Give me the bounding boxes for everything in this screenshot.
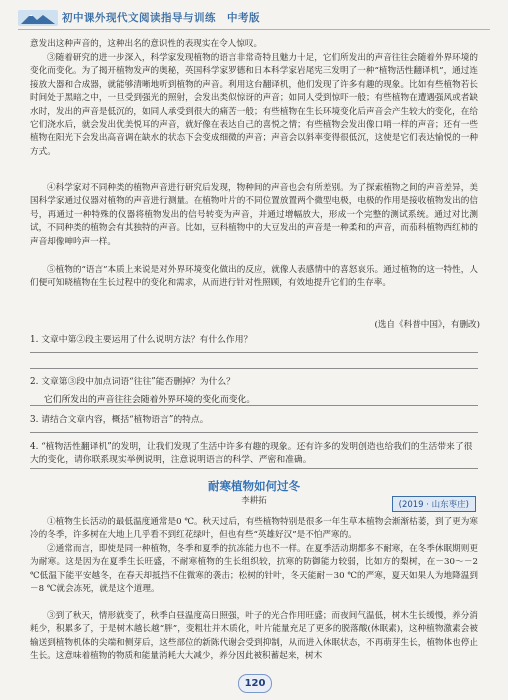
answer-line [30,405,478,406]
answer-line [30,368,478,369]
passage2-paragraph: ③到了秋天，情形就变了，秋季白昼温度高日照强，叶子的光合作用旺盛；而夜间气温低，树木生长缓慢，养分消耗少，积累多了，于是树木越长越“胖”，变粗壮并木质化，叶片能量充足了更多的脱落酸(休眠素)，这种植物激素会被输送到植物机体的尖端和侧芽后，这些部位的新陈代谢会受到抑制，从而进入休眠状态，不再萌芽生长，植物体也停止生长。这意味着植物的物质和能量消耗大大减少，养分因此被积蓄起来，树木 [30,611,478,662]
passage2-title: 耐寒植物如何过冬 [208,479,300,493]
page-number: 120 [244,678,266,689]
header-divider [18,29,490,30]
question-3: 3. 请结合文章内容，概括“植物语言”的特点。 [30,415,209,425]
answer-line [30,468,478,469]
running-header [18,8,490,30]
question-1: 1. 文章中第②段主要运用了什么说明方法？有什么作用？ [30,335,253,345]
exam-source-tag: (2019 · 山东枣庄) [392,496,476,512]
mountain-logo-icon [18,10,58,26]
passage1-paragraph: 意发出这种声音的，这种出名的意识性的表现实在令人惊叹。 [30,39,263,49]
page-number-badge [238,674,272,693]
answer-line [30,432,478,433]
answer-line [30,352,478,353]
handwritten-answer-2: 它们所发出的声音往往会随着外界环境的变化而变化。 [44,395,256,405]
question-2: 2. 文章第③段中加点词语“往往”能否删掉？为什么？ [30,377,235,387]
passage2-paragraph: ②通常而言，即使是同一种植物，冬季和夏季的抗冻能力也不一样。在夏季活动期都多不耐寒，在冬季休眠期则更为耐寒。这是因为在夏季生长旺盛，不耐寒植物的生长组织较，抗寒的防御能力较弱，比如方的梨树，在－30～－2 ℃低温下能平安越冬，在春天却抵挡不住微寒的袭击；松树的针叶，冬天能耐－30 ℃的严寒，夏天如果人为地降温到－8 ℃就会冻死，就是这个道理。 [30,544,478,595]
passage1-source: (选自《科普中国》，有删改) [374,320,480,330]
passage1-paragraph: ⑤植物的“语言”本质上来说是对外界环境变化做出的反应，就像人表感情中的喜怒哀乐。通过植物的这一特性，人们便可知晓植物在生长过程中的变化和需求，从而进行针对性照顾，有效地提升它们的生存率。 [30,265,478,289]
book-title: 初中课外现代文阅读指导与训练 中考版 [62,12,260,24]
question-4: 4. “植物活性翻译机”的发明，让我们发现了生活中许多有趣的现象。还有许多的发明创造也给我们的生活带来了很大的变化，请你联系现实举例说明，注意说明语言的科学、严密和准确。 [30,442,473,465]
passage2-paragraph: ①植物生长活动的最低温度通常是0 ℃。秋天过后，有些植物特别是很多一年生草本植物会渐渐枯萎，到了更为寒冷的冬季，许多树在大地上几乎看不到红花绿叶，但也有些“英雄好汉”是不怕严寒的。 [30,517,478,541]
passage2-author: 李耕拓 [241,496,267,506]
passage1-paragraph: ④科学家对不同种类的植物声音进行研究后发现，物种间的声音也会有所差别。为了探索植物之间的声音差异，美国科学家通过仪器对植物的声音进行测量。在植物叶片的不同位置放置两个微型电极，电极的作用是接收植物发出的信号，再通过一种特殊的仪器将植物发出的信号转变为声音，并通过增幅放大，形成一个完整的测试系统。通过对比测试，不同种类的植物会有其独特的声音。比如，豆科植物中的大豆发出的声音是一种柔和的声音，而茄科植物西红柿的声音却像呻吟声一样。 [30,183,478,247]
passage1-paragraph: ③随着研究的进一步深入，科学家发现植物的语言非常奇特且魅力十足，它们所发出的声音往往会随着外界环境的变化而变化。为了揭开植物发声的奥秘，英国科学家罗德和日本科学家岩尾宪三发明了一种“植物活性翻译机”，通过连接放大器和合成器，就能够清晰地听到植物的声音。利用这台翻译机，他们发现了许多有趣的现象。比如有些植物若长时间处于黑暗之中，一旦受到强光的照射，会发出类似惊讶的声音；如同人受到惊吓一般；有些植物在遭遇强风或者缺水时，发出的声音是低沉的，如同人承受到很大的痛苦一般；有些植物在生长环境变化后声音会产生较大的变化，在给它们浇水后，就会发出优美悦耳的声音，就好像在表达自己的喜悦之情；有些植物会发出像口哨一样的声音；还有一些植物在阳光下会发出高音调在缺水的状态下会变成细微的声音；声音会以斜率变得很低沉，这使是它们表达愉悦的一种方式。 [30,53,478,157]
